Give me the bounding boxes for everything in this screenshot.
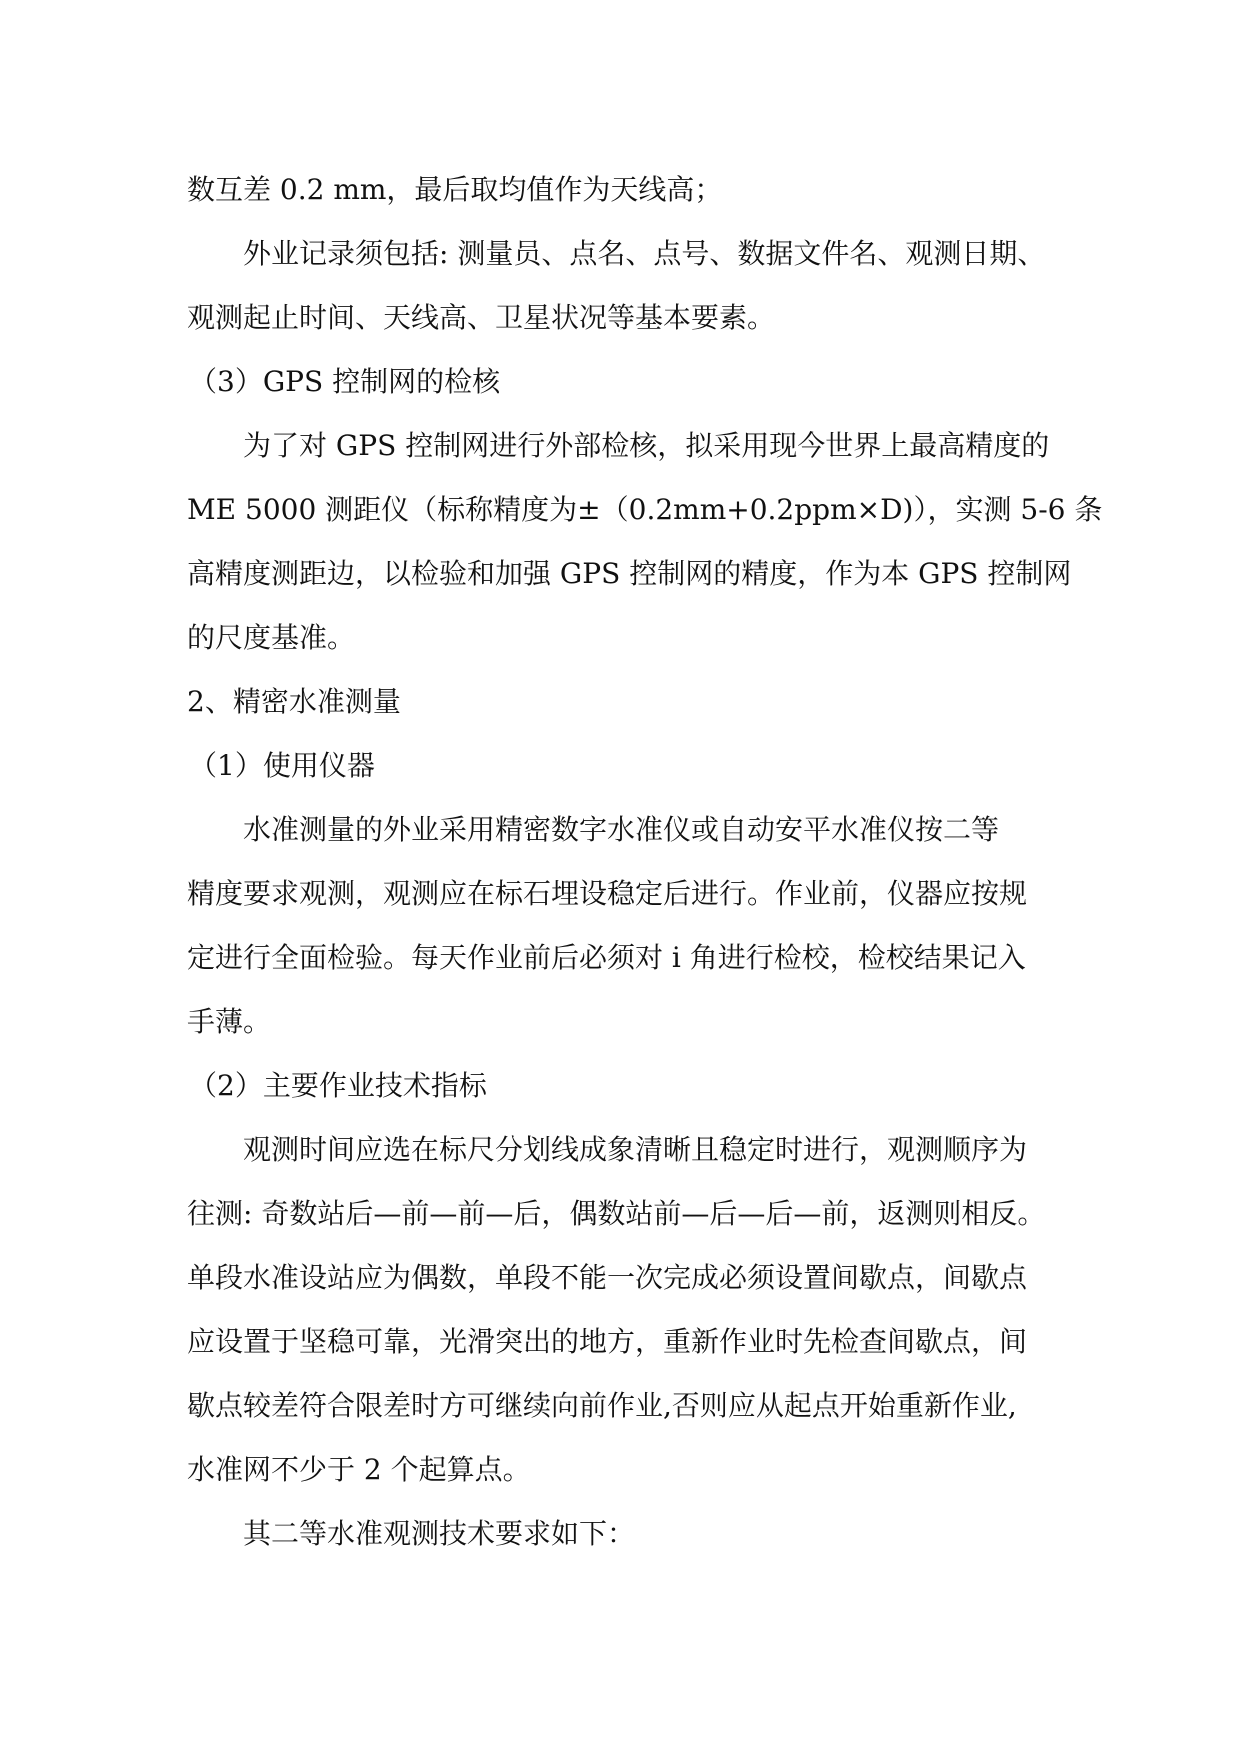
text-line-20: 歇点较差符合限差时方可继续向前作业,否则应从起点开始重新作业, xyxy=(187,1389,1017,1422)
section-heading-leveling: 2、精密水准测量 xyxy=(187,685,401,718)
text-line-16: 观测时间应选在标尺分划线成象清晰且稳定时进行，观测顺序为 xyxy=(243,1133,1028,1166)
section-heading-technical-indicators: （2）主要作业技术指标 xyxy=(189,1069,487,1102)
text-line-18: 单段水准设站应为偶数，单段不能一次完成必须设置间歇点，间歇点 xyxy=(187,1261,1028,1294)
document-body xyxy=(187,158,1103,1566)
section-heading-gps-check: （3）GPS 控制网的检核 xyxy=(189,365,501,398)
text-line-21: 水准网不少于 2 个起算点。 xyxy=(187,1453,531,1486)
text-line-14: 手薄。 xyxy=(187,1005,272,1038)
text-line-22: 其二等水准观测技术要求如下： xyxy=(243,1517,636,1550)
text-line-13: 定进行全面检验。每天作业前后必须对 i 角进行检校，检校结果记入 xyxy=(187,941,1026,974)
text-line-12: 精度要求观测，观测应在标石埋设稳定后进行。作业前，仪器应按规 xyxy=(187,877,1028,910)
text-line-1: 数互差 0.2 mm，最后取均值作为天线高； xyxy=(187,173,723,206)
text-line-3: 观测起止时间、天线高、卫星状况等基本要素。 xyxy=(187,301,776,334)
text-line-11: 水准测量的外业采用精密数字水准仪或自动安平水准仪按二等 xyxy=(243,813,1000,846)
text-line-17: 往测: 奇数站后—前—前—后，偶数站前—后—后—前，返测则相反。 xyxy=(187,1197,1046,1230)
text-line-8: 的尺度基准。 xyxy=(187,621,356,654)
section-heading-instruments: （1）使用仪器 xyxy=(189,749,375,782)
text-line-19: 应设置于坚稳可靠，光滑突出的地方，重新作业时先检查间歇点，间 xyxy=(187,1325,1028,1358)
text-line-7: 高精度测距边，以检验和加强 GPS 控制网的精度，作为本 GPS 控制网 xyxy=(187,557,1072,590)
text-line-2: 外业记录须包括: 测量员、点名、点号、数据文件名、观测日期、 xyxy=(243,237,1046,270)
text-line-5: 为了对 GPS 控制网进行外部检核，拟采用现今世界上最高精度的 xyxy=(243,429,1050,462)
text-line-6: ME 5000 测距仪（标称精度为±（0.2mm+0.2ppm×D)），实测 5-6 条 xyxy=(187,493,1103,526)
